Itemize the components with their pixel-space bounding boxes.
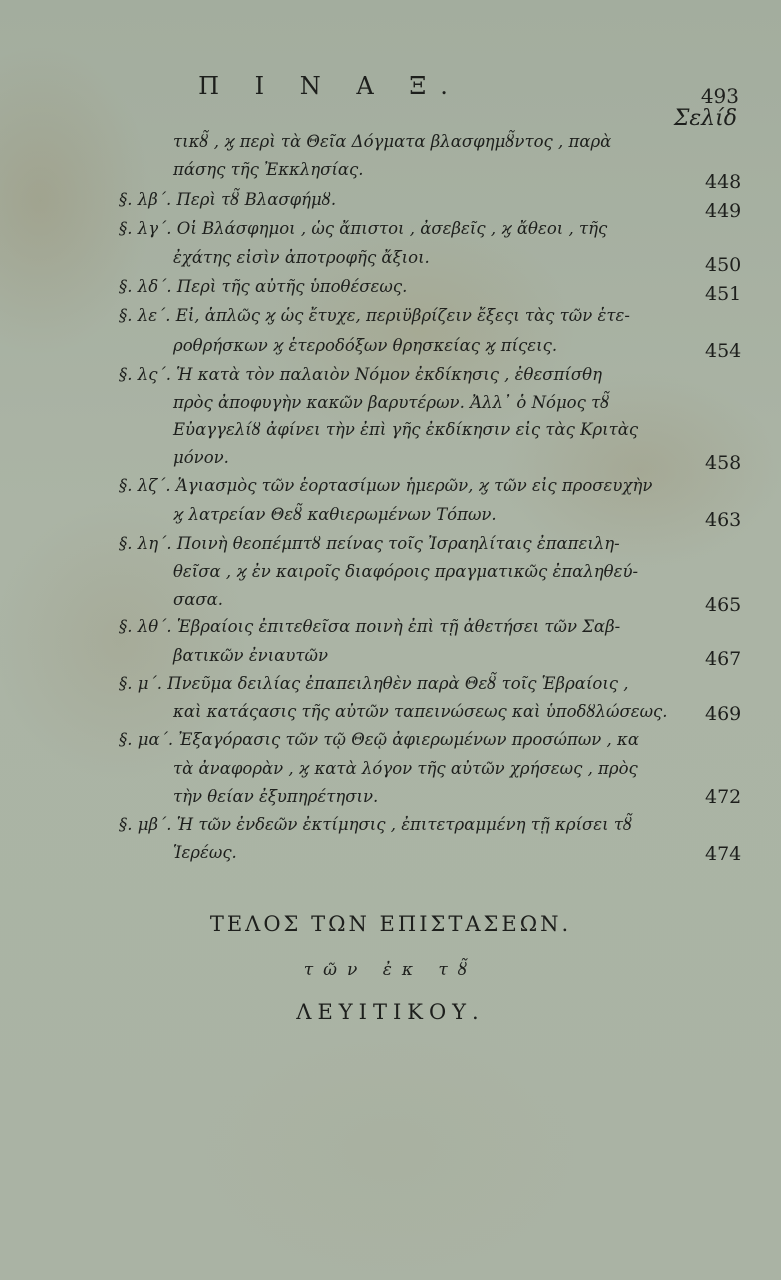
index-entry-page: 449 <box>705 200 742 222</box>
index-entry-line: τὴν θείαν ἐξυπηρέτησιν. <box>173 787 379 806</box>
page-column-label: Σελίδ <box>673 106 737 131</box>
index-entry-page: 472 <box>705 786 742 808</box>
index-entry-line: καὶ κατάςασις τῆς αὐτῶν ταπεινώσεως καὶ ὑποδȣλώσεως. <box>173 702 668 721</box>
index-entry-page: 469 <box>705 703 742 725</box>
index-entry-line: ϗ λατρείαν Θεȣ̃ καθιερωμένων Τόπων. <box>173 505 497 524</box>
end-title: ΤΕΛΟΣ ΤΩΝ ΕΠΙΣΤΑΣΕΩΝ. <box>209 912 572 936</box>
index-entry-line: §. λς΄. Ἡ κατὰ τὸν παλαιὸν Νόμον ἐκδίκησις , ἐθεσπίσθη <box>119 365 602 384</box>
index-entry-line: τικȣ̃ , ϗ περὶ τὰ Θεῖα Δόγματα βλασφημȣ̃ντος , παρὰ <box>173 132 612 151</box>
index-entry-line: §. μβ΄. Ἡ τῶν ἐνδεῶν ἐκτίμησις , ἐπιτετραμμένη τῇ κρίσει τȣ̃ <box>119 815 633 834</box>
index-entry-line: §. λη΄. Ποινὴ θεοπέμπτȣ πείνας τοῖς Ἰσραηλίταις ἐπαπειλη- <box>119 534 620 553</box>
index-entry-line: ἐχάτης εἰσὶν ἀποτροφῆς ἄξιοι. <box>173 248 430 267</box>
index-entry-line: Ἱερέως. <box>173 843 237 862</box>
index-entry-line: §. λζ΄. Ἁγιασμὸς τῶν ἑορτασίμων ἡμερῶν, ϗ τῶν εἰς προσευχὴν <box>119 476 653 495</box>
index-entry-line: μόνον. <box>173 448 229 467</box>
index-entry-line: §. μ΄. Πνεῦμα δειλίας ἐπαπειληθὲν παρὰ Θεȣ̃ τοῖς Ἑβραίοις , <box>119 674 629 693</box>
index-entry-page: 450 <box>705 254 742 276</box>
index-entry-line: §. λε΄. Εἰ, ἁπλῶς ϗ ὡς ἔτυχε, περιϋβρίζειν ἔξεςι τὰς τῶν ἑτε- <box>119 306 630 325</box>
index-entry-page: 467 <box>705 648 742 670</box>
index-entry-page: 474 <box>705 843 742 865</box>
index-entry-page: 463 <box>705 509 742 531</box>
index-entry-line: Εὐαγγελίȣ ἀφίνει τὴν ἐπὶ γῆς ἐκδίκησιν εἰς τὰς Κριτὰς <box>173 420 639 439</box>
index-entry-line: §. λβ΄. Περὶ τȣ̃ Βλασφήμȣ. <box>119 190 337 209</box>
index-entry-line: πρὸς ἀποφυγὴν κακῶν βαρυτέρων. Ἀλλ᾽ ὁ Νόμος τȣ̃ <box>173 393 610 412</box>
index-entry-page: 465 <box>705 594 742 616</box>
index-title: Π Ι Ν Α Ξ. <box>198 72 462 100</box>
index-entry-line: σασα. <box>173 590 224 609</box>
book-name: ΛΕΥΙΤΙΚΟΥ. <box>296 1000 485 1024</box>
index-entry-line: §. λγ΄. Οἱ Βλάσφημοι , ὡς ἄπιστοι , ἀσεβεῖς , ϗ ἄθεοι , τῆς <box>119 219 608 238</box>
index-entry-line: §. λδ΄. Περὶ τῆς αὐτῆς ὑποθέσεως. <box>119 277 408 296</box>
index-entry-line: §. μα΄. Ἐξαγόρασις τῶν τῷ Θεῷ ἀφιερωμένων προσώπων , κα <box>119 730 640 749</box>
index-entry-line: βατικῶν ἐνιαυτῶν <box>173 646 328 665</box>
index-entry-line: ροθρήσκων ϗ ἑτεροδόξων θρησκείας ϗ πίςεις. <box>173 336 558 355</box>
index-entry-page: 451 <box>705 283 742 305</box>
page-number: 493 <box>700 84 739 108</box>
index-entry-line: τὰ ἀναφορὰν , ϗ κατὰ λόγον τῆς αὐτῶν χρήσεως , πρὸς <box>173 759 638 778</box>
index-entry-page: 448 <box>705 171 742 193</box>
index-entry-line: §. λθ΄. Ἑβραίοις ἐπιτεθεῖσα ποινὴ ἐπὶ τῇ ἀθετήσει τῶν Σαβ- <box>119 617 621 636</box>
index-entry-page: 454 <box>705 340 742 362</box>
index-entry-line: θεῖσα , ϗ ἐν καιροῖς διαφόροις πραγματικῶς ἐπαληθεύ- <box>173 562 639 581</box>
end-connector: τῶν ἐκ τȣ̃ <box>303 960 478 980</box>
index-entry-line: πάσης τῆς Ἐκκλησίας. <box>173 160 364 179</box>
index-entry-page: 458 <box>705 452 742 474</box>
